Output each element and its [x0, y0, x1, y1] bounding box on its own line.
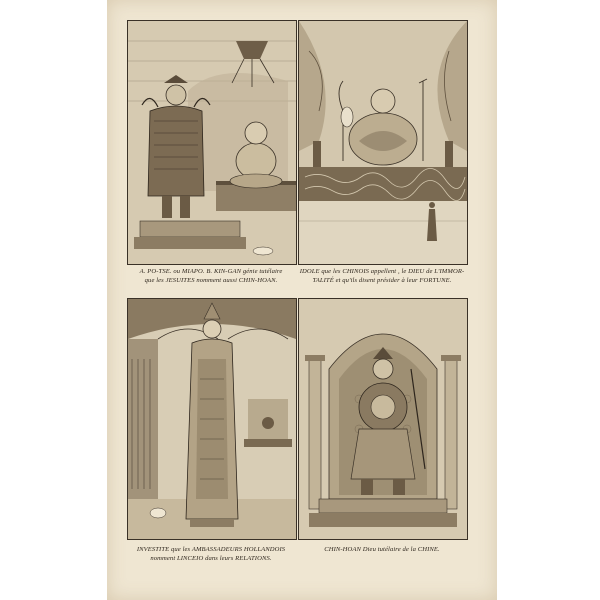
caption-line: INVESTITE que les AMBASSADEURS HOLLANDOIS — [136, 546, 286, 553]
caption-line: TALITÉ et qu'ils disent présider à leur FORTUNE. — [312, 277, 452, 284]
caption-idole-immortalite — [296, 267, 468, 285]
chin-hoan-illustration — [299, 299, 467, 539]
idole-immortalite-illustration — [299, 21, 467, 264]
caption-line: CHIN-HOAN Dieu tutélaire de la CHINE. — [324, 546, 440, 553]
caption-chin-hoan — [296, 545, 468, 554]
caption-investite — [125, 545, 297, 563]
investite-illustration — [128, 299, 296, 539]
caption-line: que les JESUITES nomment aussi CHIN-HOAN. — [144, 277, 278, 284]
po-tse-kin-gan-illustration — [128, 21, 296, 264]
caption-line: nomment LINCEIO dans leurs RELATIONS. — [150, 555, 272, 562]
caption-line: IDOLE que les CHINOIS appellent , le DIEU de L'IMMOR- — [299, 268, 465, 275]
engraving-panel-po-tse-kin-gan — [127, 20, 297, 265]
caption-po-tse-kin-gan — [125, 267, 297, 285]
engraving-panel-investite — [127, 298, 297, 540]
engraving-panel-idole-immortalite — [298, 20, 468, 265]
engraving-panel-chin-hoan — [298, 298, 468, 540]
caption-line: A. PO-TSE. ou MIAPO. B. KIN-GAN génie tutélaire — [139, 268, 283, 275]
